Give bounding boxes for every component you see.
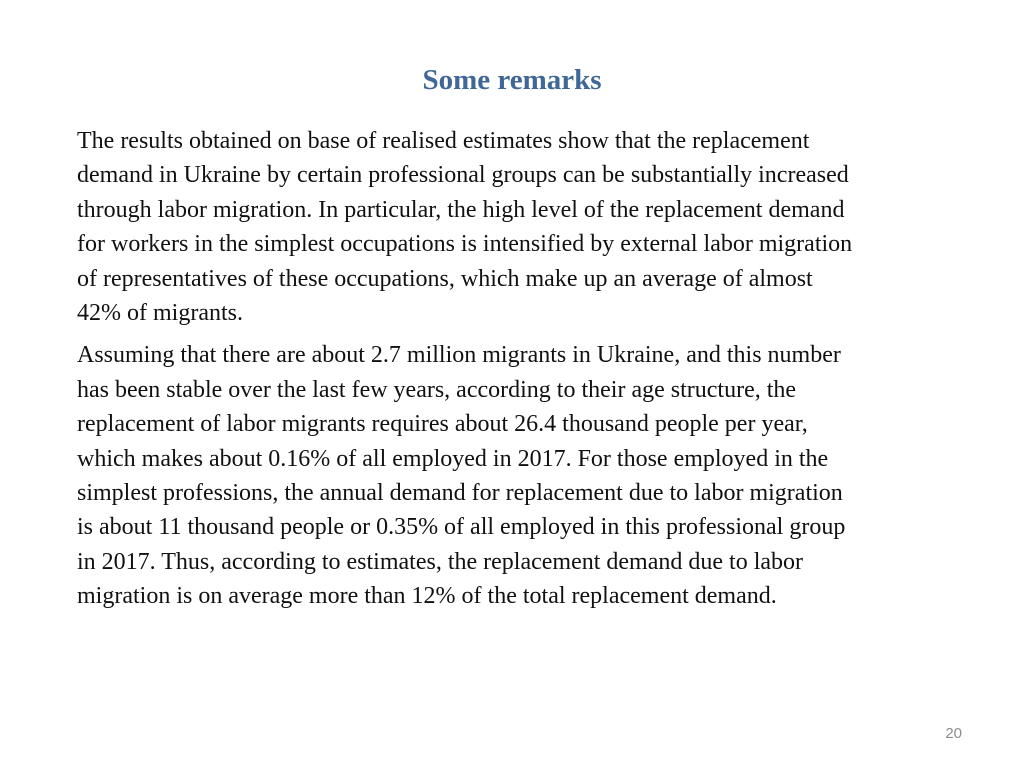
- slide-title: Some remarks: [422, 64, 602, 96]
- text-line: has been stable over the last few years, according to their age structure, the: [77, 376, 797, 403]
- text-line: in 2017. Thus, according to estimates, the replacement demand due to labor: [77, 548, 804, 575]
- text-line: which makes about 0.16% of all employed in 2017. For those employed in the: [77, 445, 829, 472]
- text-line: of representatives of these occupations, which make up an average of almost: [77, 265, 813, 292]
- paragraph-migration-impact: [77, 124, 977, 330]
- text-line: 42% of migrants.: [77, 300, 243, 327]
- text-line: demand in Ukraine by certain professional groups can be substantially increased: [77, 162, 849, 189]
- paragraph-migration-estimates: [77, 338, 977, 613]
- text-line: is about 11 thousand people or 0.35% of all employed in this professional group: [77, 514, 846, 541]
- text-line: through labor migration. In particular, the high level of the replacement demand: [77, 196, 845, 223]
- text-line: for workers in the simplest occupations is intensified by external labor migration: [77, 231, 853, 258]
- text-line: simplest professions, the annual demand for replacement due to labor migration: [77, 480, 843, 507]
- text-line: migration is on average more than 12% of the total replacement demand.: [77, 583, 777, 610]
- text-line: replacement of labor migrants requires about 26.4 thousand people per year,: [77, 411, 808, 438]
- text-line: The results obtained on base of realised estimates show that the replacement: [77, 128, 810, 154]
- slide-body: [77, 124, 977, 614]
- page-number: 20: [945, 725, 962, 742]
- text-line: Assuming that there are about 2.7 million migrants in Ukraine, and this number: [77, 342, 841, 369]
